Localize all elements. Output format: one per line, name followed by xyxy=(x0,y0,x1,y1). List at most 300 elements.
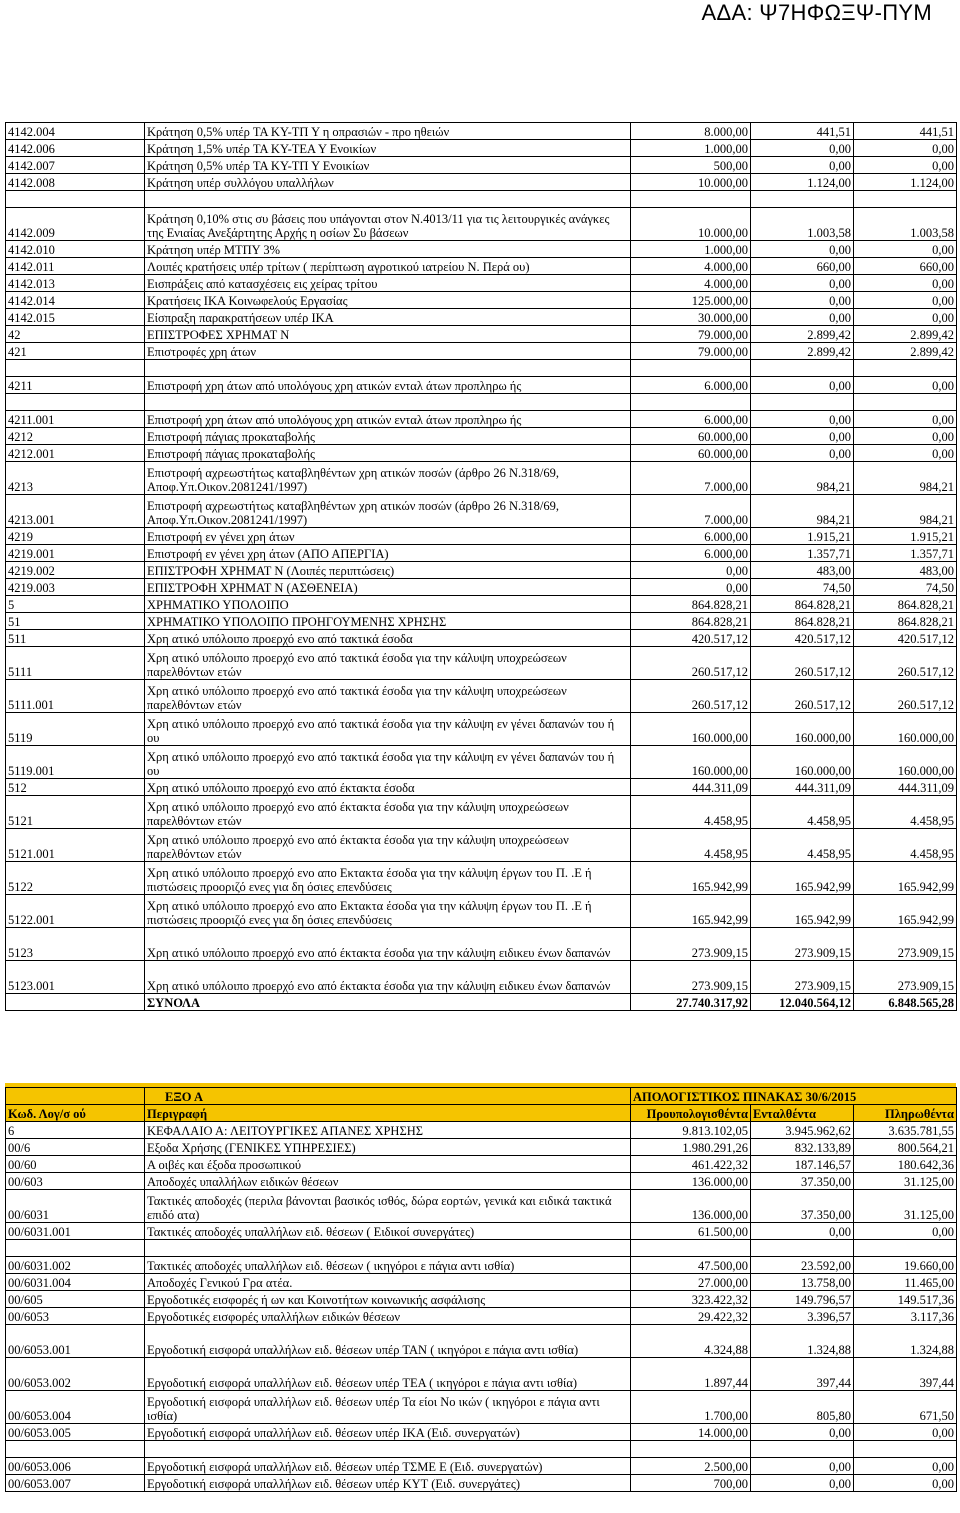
row-description: Χρη ατικό υπόλοιπο προερχό ενο απο Εκτακτα έσοδα για την κάλυψη έργων του Π. .Ε ή πιστώσεις προοριζό ενες για δη όσιες επενδύσεις xyxy=(145,895,631,928)
row-description: Χρη ατικό υπόλοιπο προερχό ενο από τακτικά έσοδα για την κάλυψη υποχρεώσεων παρελθόντων ετών xyxy=(145,680,631,713)
row-description: Χρη ατικό υπόλοιπο προερχό ενο από έκτακτα έσοδα xyxy=(145,779,631,796)
row-code: 4213.001 xyxy=(6,495,145,528)
col-header-paid: Πληρωθέντα xyxy=(854,1105,957,1122)
table-row xyxy=(6,1223,957,1240)
row-description: Επιστροφή αχρεωστήτως καταβληθέντων χρη ατικών ποσών (άρθρο 26 Ν.318/69, Αποφ.Υπ.Οικον.2081241/1997) xyxy=(145,495,631,528)
row-committed: 864.828,21 xyxy=(751,596,854,613)
row-code: 51 xyxy=(6,613,145,630)
row-description: ΕΠΙΣΤΡΟΦΗ ΧΡΗΜΑΤ Ν (Λοιπές περιπτώσεις) xyxy=(145,562,631,579)
row-committed: 0,00 xyxy=(751,411,854,428)
row-description: Εξοδα Χρήσης (ΓΕΝΙΚΕΣ ΥΠΗΡΕΣΙΕΣ) xyxy=(145,1139,631,1156)
row-committed: 984,21 xyxy=(751,462,854,495)
row-committed: 1.324,88 xyxy=(751,1325,854,1358)
row-code: 00/6053.006 xyxy=(6,1458,145,1475)
row-description: Επιστροφή αχρεωστήτως καταβληθέντων χρη ατικών ποσών (άρθρο 26 Ν.318/69, Αποφ.Υπ.Οικον.2081241/1997) xyxy=(145,462,631,495)
row-committed: 832.133,89 xyxy=(751,1139,854,1156)
row-budget: 9.813.102,05 xyxy=(631,1122,751,1139)
row-paid: 0,00 xyxy=(854,377,957,394)
row-paid: 74,50 xyxy=(854,579,957,596)
row-committed: 273.909,15 xyxy=(751,928,854,961)
row-description: ΕΠΙΣΤΡΟΦΕΣ ΧΡΗΜΑΤ Ν xyxy=(145,326,631,343)
row-committed: 273.909,15 xyxy=(751,961,854,994)
table-row xyxy=(6,343,957,360)
row-code: 00/6053 xyxy=(6,1308,145,1325)
row-description: Χρη ατικό υπόλοιπο προερχό ενο από έκτακτα έσοδα για την κάλυψη υποχρεώσεων παρελθόντων ετών xyxy=(145,796,631,829)
row-budget: 14.000,00 xyxy=(631,1424,751,1441)
row-code: 00/6031 xyxy=(6,1190,145,1223)
row-committed: 660,00 xyxy=(751,258,854,275)
row-committed xyxy=(751,191,854,208)
row-budget: 136.000,00 xyxy=(631,1190,751,1223)
row-budget: 444.311,09 xyxy=(631,779,751,796)
row-description: Επιστροφές χρη άτων xyxy=(145,343,631,360)
row-budget: 273.909,15 xyxy=(631,928,751,961)
row-committed: 0,00 xyxy=(751,1424,854,1441)
table-row xyxy=(6,680,957,713)
row-code: 511 xyxy=(6,630,145,647)
row-code: 4212 xyxy=(6,428,145,445)
row-paid xyxy=(854,360,957,377)
row-description xyxy=(145,360,631,377)
row-budget: 4.000,00 xyxy=(631,275,751,292)
table-row xyxy=(6,394,957,411)
row-description: Εργοδοτική εισφορά υπαλλήλων ειδ. θέσεων υπέρ ΙΚΑ (Ειδ. συνεργατών) xyxy=(145,1424,631,1441)
row-paid: 19.660,00 xyxy=(854,1257,957,1274)
row-committed: 397,44 xyxy=(751,1358,854,1391)
table-row xyxy=(6,157,957,174)
row-paid: 4.458,95 xyxy=(854,796,957,829)
row-code: 00/6053.004 xyxy=(6,1391,145,1424)
row-budget: 61.500,00 xyxy=(631,1223,751,1240)
table-row xyxy=(6,746,957,779)
row-code: 00/6053.002 xyxy=(6,1358,145,1391)
row-committed: 260.517,12 xyxy=(751,680,854,713)
row-description: Χρη ατικό υπόλοιπο προερχό ενο από τακτικά έσοδα για την κάλυψη εν γένει δαπανών του ή ου xyxy=(145,746,631,779)
row-committed: 1.915,21 xyxy=(751,528,854,545)
row-code: 4219.001 xyxy=(6,545,145,562)
row-description: ΕΠΙΣΤΡΟΦΗ ΧΡΗΜΑΤ Ν (ΑΣΘΕΝΕΙΑ) xyxy=(145,579,631,596)
row-code: 5119.001 xyxy=(6,746,145,779)
row-description: Τακτικές αποδοχές (περιλα βάνονται βασικός ισθός, δώρα εορτών, γενικά και ειδικά τακτικά επιδό ατα) xyxy=(145,1190,631,1223)
row-description: Εργοδοτική εισφορά υπαλλήλων ειδ. θέσεων υπέρ ΚΥΤ (Ειδ. συνεργάτες) xyxy=(145,1475,631,1492)
table-row xyxy=(6,1122,957,1139)
table-row xyxy=(6,1156,957,1173)
row-committed: 3.396,57 xyxy=(751,1308,854,1325)
col-header-code: Κωδ. Λογ/σ ού xyxy=(6,1105,145,1122)
row-committed: 4.458,95 xyxy=(751,829,854,862)
row-paid: 0,00 xyxy=(854,309,957,326)
row-description: Εργοδοτικές εισφορές υπαλλήλων ειδικών θέσεων xyxy=(145,1308,631,1325)
row-budget: 273.909,15 xyxy=(631,961,751,994)
row-description: Κράτηση 0,5% υπέρ ΤΑ ΚΥ-ΤΠ Υ Ενοικίων xyxy=(145,157,631,174)
row-budget: 7.000,00 xyxy=(631,462,751,495)
expenses-header-row xyxy=(6,1105,957,1122)
table-row xyxy=(6,630,957,647)
row-committed: 4.458,95 xyxy=(751,796,854,829)
row-budget: 323.422,32 xyxy=(631,1291,751,1308)
row-description: Α οιβές και έξοδα προσωπικού xyxy=(145,1156,631,1173)
row-code: 4142.009 xyxy=(6,208,145,241)
row-committed: 37.350,00 xyxy=(751,1190,854,1223)
row-budget: 864.828,21 xyxy=(631,596,751,613)
row-code: 4212.001 xyxy=(6,445,145,462)
row-description: Επιστροφή εν γένει χρη άτων xyxy=(145,528,631,545)
row-description: Χρη ατικό υπόλοιπο προερχό ενο απο Εκτακτα έσοδα για την κάλυψη έργων του Π. .Ε ή πιστώσεις προοριζό ενες για δη όσιες επενδύσεις xyxy=(145,862,631,895)
row-committed: 483,00 xyxy=(751,562,854,579)
row-committed: 3.945.962,62 xyxy=(751,1122,854,1139)
row-code: 5123 xyxy=(6,928,145,961)
table-row xyxy=(6,994,957,1011)
row-description: Εργοδοτική εισφορά υπαλλήλων ειδ. θέσεων υπέρ ΤΣΜΕ Ε (Ειδ. συνεργατών) xyxy=(145,1458,631,1475)
table-row xyxy=(6,779,957,796)
row-committed xyxy=(751,360,854,377)
row-description: Εργοδοτική εισφορά υπαλλήλων ειδ. θέσεων υπέρ ΤΑΝ ( ικηγόροι ε πάγια αντι ισθία) xyxy=(145,1325,631,1358)
row-paid: 160.000,00 xyxy=(854,746,957,779)
row-budget: 165.942,99 xyxy=(631,895,751,928)
row-budget: 4.458,95 xyxy=(631,796,751,829)
row-paid: 31.125,00 xyxy=(854,1190,957,1223)
row-code: 512 xyxy=(6,779,145,796)
row-description: Κράτηση 1,5% υπέρ ΤΑ ΚΥ-ΤΕΑ Υ Ενοικίων xyxy=(145,140,631,157)
row-committed: 0,00 xyxy=(751,292,854,309)
table-row xyxy=(6,1139,957,1156)
row-committed: 260.517,12 xyxy=(751,647,854,680)
row-committed: 37.350,00 xyxy=(751,1173,854,1190)
table-row xyxy=(6,895,957,928)
row-committed: 149.796,57 xyxy=(751,1291,854,1308)
row-paid: 984,21 xyxy=(854,462,957,495)
table-row xyxy=(6,428,957,445)
report-title: ΑΠΟΛΟΓΙΣΤΙΚΟΣ ΠΙΝΑΚΑΣ 30/6/2015 xyxy=(631,1088,957,1105)
row-code xyxy=(6,191,145,208)
row-budget: 60.000,00 xyxy=(631,428,751,445)
row-code xyxy=(6,1240,145,1257)
row-budget: 136.000,00 xyxy=(631,1173,751,1190)
row-paid: 180.642,36 xyxy=(854,1156,957,1173)
table-row xyxy=(6,326,957,343)
row-paid: 0,00 xyxy=(854,140,957,157)
row-budget: 8.000,00 xyxy=(631,123,751,140)
row-budget: 160.000,00 xyxy=(631,746,751,779)
table-row xyxy=(6,545,957,562)
row-paid: 1.324,88 xyxy=(854,1325,957,1358)
row-paid: 0,00 xyxy=(854,275,957,292)
row-budget: 79.000,00 xyxy=(631,343,751,360)
budget-table-revenues xyxy=(5,122,957,1011)
row-code: 6 xyxy=(6,1122,145,1139)
row-description: Επιστροφή χρη άτων από υπολόγους χρη ατικών ενταλ άτων προπληρω ής xyxy=(145,377,631,394)
row-budget xyxy=(631,394,751,411)
row-committed: 0,00 xyxy=(751,157,854,174)
row-paid: 1.003,58 xyxy=(854,208,957,241)
row-paid xyxy=(854,1240,957,1257)
row-paid: 3.635.781,55 xyxy=(854,1122,957,1139)
row-description: Επιστροφή χρη άτων από υπολόγους χρη ατικών ενταλ άτων προπληρω ής xyxy=(145,411,631,428)
row-budget: 700,00 xyxy=(631,1475,751,1492)
row-code: 4142.014 xyxy=(6,292,145,309)
row-paid: 441,51 xyxy=(854,123,957,140)
row-code: 5122.001 xyxy=(6,895,145,928)
row-committed: 0,00 xyxy=(751,428,854,445)
row-paid: 0,00 xyxy=(854,411,957,428)
row-code: 5121 xyxy=(6,796,145,829)
row-budget xyxy=(631,1240,751,1257)
row-paid: 444.311,09 xyxy=(854,779,957,796)
row-budget: 1.000,00 xyxy=(631,241,751,258)
row-description: ΧΡΗΜΑΤΙΚΟ ΥΠΟΛΟΙΠΟ xyxy=(145,596,631,613)
row-code: 00/60 xyxy=(6,1156,145,1173)
row-code: 4219.003 xyxy=(6,579,145,596)
row-paid: 260.517,12 xyxy=(854,647,957,680)
row-paid: 4.458,95 xyxy=(854,829,957,862)
row-description: Εργοδοτική εισφορά υπαλλήλων ειδ. θέσεων υπέρ ΤΕΑ ( ικηγόροι ε πάγια αντι ισθία) xyxy=(145,1358,631,1391)
row-budget: 165.942,99 xyxy=(631,862,751,895)
row-paid: 1.357,71 xyxy=(854,545,957,562)
row-paid: 984,21 xyxy=(854,495,957,528)
row-description: Χρη ατικό υπόλοιπο προερχό ενο από τακτικά έσοδα για την κάλυψη υποχρεώσεων παρελθόντων ετών xyxy=(145,647,631,680)
row-paid: 0,00 xyxy=(854,1424,957,1441)
table-row xyxy=(6,1173,957,1190)
row-committed: 444.311,09 xyxy=(751,779,854,796)
row-paid: 273.909,15 xyxy=(854,961,957,994)
table-row xyxy=(6,174,957,191)
row-paid: 864.828,21 xyxy=(854,596,957,613)
row-budget: 47.500,00 xyxy=(631,1257,751,1274)
row-description: Χρη ατικό υπόλοιπο προερχό ενο από τακτικά έσοδα xyxy=(145,630,631,647)
row-code: 4142.011 xyxy=(6,258,145,275)
row-committed: 2.899,42 xyxy=(751,326,854,343)
row-committed: 0,00 xyxy=(751,275,854,292)
row-paid: 420.517,12 xyxy=(854,630,957,647)
row-committed xyxy=(751,1441,854,1458)
row-committed: 165.942,99 xyxy=(751,862,854,895)
row-paid xyxy=(854,191,957,208)
row-paid: 2.899,42 xyxy=(854,326,957,343)
row-committed: 0,00 xyxy=(751,140,854,157)
table-row xyxy=(6,1274,957,1291)
row-code: 4142.015 xyxy=(6,309,145,326)
budget-table-expenses xyxy=(5,1087,957,1492)
row-budget: 7.000,00 xyxy=(631,495,751,528)
row-code: 42 xyxy=(6,326,145,343)
row-code: 4142.004 xyxy=(6,123,145,140)
table-row xyxy=(6,1391,957,1424)
table-row xyxy=(6,1190,957,1223)
row-paid: 864.828,21 xyxy=(854,613,957,630)
row-code: 00/603 xyxy=(6,1173,145,1190)
row-paid: 165.942,99 xyxy=(854,862,957,895)
row-budget: 0,00 xyxy=(631,579,751,596)
table-row xyxy=(6,241,957,258)
row-code: 00/6053.007 xyxy=(6,1475,145,1492)
row-code: 5122 xyxy=(6,862,145,895)
row-description: Επιστροφή πάγιας προκαταβολής xyxy=(145,445,631,462)
row-code: 5 xyxy=(6,596,145,613)
row-committed: 864.828,21 xyxy=(751,613,854,630)
row-description: Τακτικές αποδοχές υπαλλήλων ειδ. θέσεων ( ικηγόροι ε πάγια αντι ισθία) xyxy=(145,1257,631,1274)
row-budget: 29.422,32 xyxy=(631,1308,751,1325)
row-committed: 0,00 xyxy=(751,1475,854,1492)
row-budget: 125.000,00 xyxy=(631,292,751,309)
row-budget xyxy=(631,191,751,208)
row-paid: 273.909,15 xyxy=(854,928,957,961)
row-code: 4211 xyxy=(6,377,145,394)
row-paid: 0,00 xyxy=(854,1475,957,1492)
row-description xyxy=(145,191,631,208)
row-committed: 23.592,00 xyxy=(751,1257,854,1274)
row-description: Τακτικές αποδοχές υπαλλήλων ειδ. θέσεων ( Ειδικοί συνεργάτες) xyxy=(145,1223,631,1240)
table-row xyxy=(6,1291,957,1308)
row-code xyxy=(6,1441,145,1458)
row-code: 5111.001 xyxy=(6,680,145,713)
title-spacer xyxy=(6,1088,145,1105)
row-description xyxy=(145,1240,631,1257)
row-budget: 6.000,00 xyxy=(631,545,751,562)
row-budget: 461.422,32 xyxy=(631,1156,751,1173)
row-committed: 0,00 xyxy=(751,1458,854,1475)
row-description: ΧΡΗΜΑΤΙΚΟ ΥΠΟΛΟΙΠΟ ΠΡΟΗΓΟΥΜΕΝΗΣ ΧΡΗΣΗΣ xyxy=(145,613,631,630)
row-budget: 6.000,00 xyxy=(631,377,751,394)
expenses-title-row xyxy=(6,1088,957,1105)
table-row xyxy=(6,1257,957,1274)
row-budget xyxy=(631,360,751,377)
row-paid: 3.117,36 xyxy=(854,1308,957,1325)
row-description: Είσπραξη παρακρατήσεων υπέρ ΙΚΑ xyxy=(145,309,631,326)
row-budget: 30.000,00 xyxy=(631,309,751,326)
table-row xyxy=(6,579,957,596)
table-row xyxy=(6,1240,957,1257)
row-budget: 1.000,00 xyxy=(631,140,751,157)
row-paid: 1.124,00 xyxy=(854,174,957,191)
row-code: 4213 xyxy=(6,462,145,495)
row-committed: 1.357,71 xyxy=(751,545,854,562)
row-budget: 2.500,00 xyxy=(631,1458,751,1475)
row-committed: 12.040.564,12 xyxy=(751,994,854,1011)
table-row xyxy=(6,309,957,326)
row-budget: 6.000,00 xyxy=(631,411,751,428)
table-row xyxy=(6,1358,957,1391)
table-row xyxy=(6,829,957,862)
table-row xyxy=(6,123,957,140)
row-code: 421 xyxy=(6,343,145,360)
row-committed: 0,00 xyxy=(751,445,854,462)
row-description: ΚΕΦΑΛΑΙΟ Α: ΛΕΙΤΟΥΡΓΙΚΕΣ ΑΠΑΝΕΣ ΧΡΗΣΗΣ xyxy=(145,1122,631,1139)
row-budget xyxy=(631,1441,751,1458)
row-committed: 160.000,00 xyxy=(751,746,854,779)
row-budget: 4.000,00 xyxy=(631,258,751,275)
row-paid: 0,00 xyxy=(854,1458,957,1475)
row-budget: 1.980.291,26 xyxy=(631,1139,751,1156)
table-row xyxy=(6,445,957,462)
row-budget: 10.000,00 xyxy=(631,208,751,241)
row-description: Κράτηση υπέρ συλλόγου υπαλλήλων xyxy=(145,174,631,191)
table-row xyxy=(6,275,957,292)
row-description: Χρη ατικό υπόλοιπο προερχό ενο από έκτακτα έσοδα για την κάλυψη ειδικευ ένων δαπανών xyxy=(145,928,631,961)
row-committed: 1.124,00 xyxy=(751,174,854,191)
row-paid xyxy=(854,1441,957,1458)
row-code: 4142.007 xyxy=(6,157,145,174)
row-description: Κράτηση υπέρ ΜΤΠΥ 3% xyxy=(145,241,631,258)
col-header-committed: Ενταλθέντα xyxy=(751,1105,854,1122)
row-description: Εργοδοτική εισφορά υπαλλήλων ειδ. θέσεων υπέρ Τα είοι Νο ικών ( ικηγόροι ε πάγια αντι ισθία) xyxy=(145,1391,631,1424)
row-budget: 260.517,12 xyxy=(631,647,751,680)
row-code xyxy=(6,360,145,377)
row-budget: 1.897,44 xyxy=(631,1358,751,1391)
row-code: 00/6031.004 xyxy=(6,1274,145,1291)
row-description: Επιστροφή εν γένει χρη άτων (ΑΠΟ ΑΠΕΡΓΙΑ) xyxy=(145,545,631,562)
row-budget: 10.000,00 xyxy=(631,174,751,191)
row-committed: 984,21 xyxy=(751,495,854,528)
table-row xyxy=(6,1458,957,1475)
table-row xyxy=(6,862,957,895)
row-budget: 260.517,12 xyxy=(631,680,751,713)
row-paid: 0,00 xyxy=(854,292,957,309)
row-committed: 0,00 xyxy=(751,1223,854,1240)
row-committed: 420.517,12 xyxy=(751,630,854,647)
row-paid: 800.564,21 xyxy=(854,1139,957,1156)
row-description: Αποδοχές υπαλλήλων ειδικών θέσεων xyxy=(145,1173,631,1190)
row-committed: 0,00 xyxy=(751,377,854,394)
row-committed xyxy=(751,394,854,411)
row-budget: 60.000,00 xyxy=(631,445,751,462)
row-description: Επιστροφή πάγιας προκαταβολής xyxy=(145,428,631,445)
row-code xyxy=(6,994,145,1011)
table-row xyxy=(6,1441,957,1458)
row-paid: 260.517,12 xyxy=(854,680,957,713)
row-paid: 397,44 xyxy=(854,1358,957,1391)
table-row xyxy=(6,462,957,495)
row-description xyxy=(145,394,631,411)
row-paid: 11.465,00 xyxy=(854,1274,957,1291)
row-paid: 1.915,21 xyxy=(854,528,957,545)
row-paid: 483,00 xyxy=(854,562,957,579)
table-row xyxy=(6,928,957,961)
row-code: 00/6031.001 xyxy=(6,1223,145,1240)
row-code: 4142.010 xyxy=(6,241,145,258)
table-row xyxy=(6,377,957,394)
table-row xyxy=(6,495,957,528)
row-committed: 1.003,58 xyxy=(751,208,854,241)
row-code: 4142.006 xyxy=(6,140,145,157)
row-committed: 74,50 xyxy=(751,579,854,596)
row-budget: 864.828,21 xyxy=(631,613,751,630)
table-row xyxy=(6,1475,957,1492)
row-description: Κράτηση 0,10% στις συ βάσεις που υπάγονται στον Ν.4013/11 για τις λειτουργικές ανάγκες της Ενιαίας Ανεξάρτητης Αρχής η οσίων Συ βάσεων xyxy=(145,208,631,241)
row-paid: 660,00 xyxy=(854,258,957,275)
row-committed xyxy=(751,1240,854,1257)
row-code: 00/6031.002 xyxy=(6,1257,145,1274)
table-row xyxy=(6,713,957,746)
table-row xyxy=(6,360,957,377)
row-budget: 500,00 xyxy=(631,157,751,174)
row-code xyxy=(6,394,145,411)
row-committed: 0,00 xyxy=(751,309,854,326)
row-code: 4142.013 xyxy=(6,275,145,292)
row-committed: 187.146,57 xyxy=(751,1156,854,1173)
row-paid: 0,00 xyxy=(854,1223,957,1240)
row-paid: 160.000,00 xyxy=(854,713,957,746)
row-paid: 0,00 xyxy=(854,428,957,445)
row-code: 4219.002 xyxy=(6,562,145,579)
row-description: Εισπράξεις από κατασχέσεις εις χείρας τρίτου xyxy=(145,275,631,292)
row-budget: 4.458,95 xyxy=(631,829,751,862)
row-paid: 2.899,42 xyxy=(854,343,957,360)
row-budget: 6.000,00 xyxy=(631,528,751,545)
table-row xyxy=(6,208,957,241)
row-budget: 160.000,00 xyxy=(631,713,751,746)
row-budget: 4.324,88 xyxy=(631,1325,751,1358)
row-budget: 1.700,00 xyxy=(631,1391,751,1424)
